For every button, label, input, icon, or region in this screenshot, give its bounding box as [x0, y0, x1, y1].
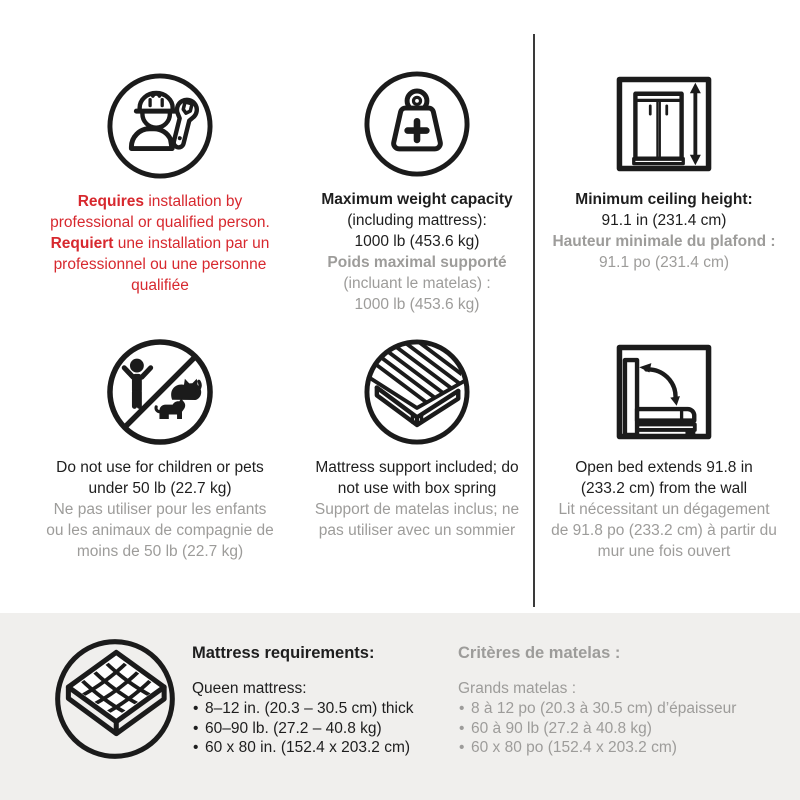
- line: qualifiée: [131, 277, 189, 294]
- line: Ne pas utiliser pour les enfants: [53, 501, 267, 518]
- criteres-matelas-title: Critères de matelas :: [458, 644, 621, 662]
- line: under 50 lb (22.7 kg): [88, 480, 232, 497]
- mattress-requirements-title: Mattress requirements:: [192, 644, 375, 662]
- list-item: • 60–90 lb. (27.2 – 40.8 kg): [192, 719, 452, 739]
- line: Hauteur minimale du plafond :: [552, 233, 776, 250]
- installer-icon: [35, 70, 285, 182]
- spec-no-children-pets: [35, 336, 285, 562]
- spec-installation: [35, 70, 285, 296]
- line: 91.1 po (231.4 cm): [598, 254, 730, 271]
- line: not use with box spring: [337, 480, 497, 497]
- spec-children-text: [35, 457, 285, 562]
- weight-capacity-icon: [292, 68, 542, 180]
- line: Minimum ceiling height:: [575, 191, 753, 208]
- spec-ceiling-height: [538, 68, 790, 273]
- open-bed-icon: [538, 336, 790, 448]
- list-item: • 60 x 80 po (152.4 x 203.2 cm): [458, 738, 778, 758]
- queen-mattress-subtitle: Queen mattress:: [192, 680, 307, 697]
- spec-ceiling-text: [538, 189, 790, 273]
- line: professional or qualified person.: [50, 214, 270, 231]
- line: 1000 lb (453.6 kg): [354, 233, 480, 250]
- ceiling-height-icon: [538, 68, 790, 180]
- line: Open bed extends 91.8 in: [575, 459, 753, 476]
- spec-installation-text: [35, 191, 285, 296]
- list-item: • 60 x 80 in. (152.4 x 203.2 cm): [192, 738, 452, 758]
- line: (incluant le matelas) :: [343, 275, 491, 292]
- mattress-requirements-en: [192, 644, 452, 758]
- mattress-icon: [52, 636, 178, 767]
- line: moins de 50 lb (22.7 kg): [76, 543, 244, 560]
- line: ou les animaux de compagnie de: [46, 522, 274, 539]
- line: pas utiliser avec un sommier: [318, 522, 516, 539]
- line: Poids maximal supporté: [327, 254, 507, 271]
- line: (including mattress):: [347, 212, 487, 229]
- no-children-pets-icon: [35, 336, 285, 448]
- vertical-divider: [533, 34, 535, 607]
- line: Support de matelas inclus; ne: [314, 501, 520, 518]
- spec-support-text: [292, 457, 542, 541]
- line: 91.1 in (231.4 cm): [601, 212, 727, 229]
- list-item: • 8 à 12 po (20.3 à 30.5 cm) d’épaisseur: [458, 699, 778, 719]
- mattress-support-icon: [292, 336, 542, 448]
- spec-weight-text: [292, 189, 542, 315]
- grands-matelas-subtitle: Grands matelas :: [458, 680, 577, 697]
- spec-openbed-text: [538, 457, 790, 562]
- line: mur une fois ouvert: [597, 543, 731, 560]
- spec-mattress-support: [292, 336, 542, 541]
- line: Requiert une installation par un: [50, 235, 270, 252]
- line: Do not use for children or pets: [56, 459, 264, 476]
- line: Requires installation by: [77, 193, 243, 210]
- line: de 91.8 po (233.2 cm) à partir du: [551, 522, 777, 539]
- spec-open-bed: [538, 336, 790, 562]
- line: Lit nécessitant un dégagement: [558, 501, 770, 518]
- line: Mattress support included; do: [315, 459, 519, 476]
- spec-weight-capacity: [292, 68, 542, 315]
- line: (233.2 cm) from the wall: [580, 480, 748, 497]
- line: 1000 lb (453.6 kg): [354, 296, 480, 313]
- list-item: • 8–12 in. (20.3 – 30.5 cm) thick: [192, 699, 452, 719]
- mattress-requirements-section: [0, 613, 800, 800]
- line: Maximum weight capacity: [321, 191, 513, 208]
- list-item: • 60 à 90 lb (27.2 à 40.8 kg): [458, 719, 778, 739]
- mattress-requirements-fr: [458, 644, 778, 758]
- line: professionnel ou une personne: [53, 256, 267, 273]
